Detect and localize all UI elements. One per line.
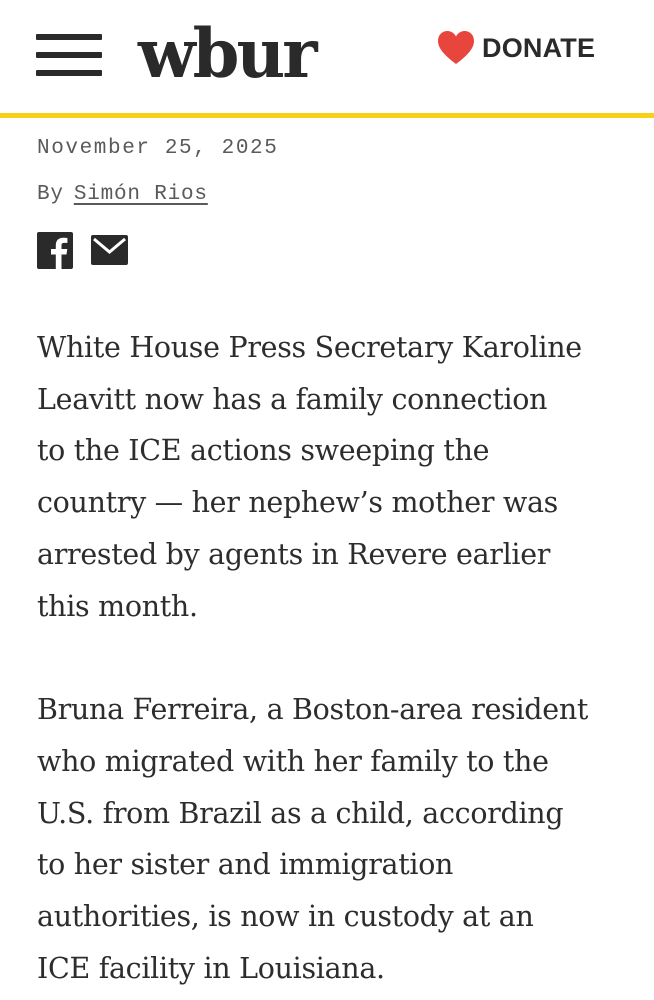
article-byline: [37, 183, 208, 206]
paragraph-line: U.S. from Brazil as a child, according: [37, 796, 564, 830]
email-envelope-icon[interactable]: [91, 235, 128, 265]
paragraph-line: to the ICE actions sweeping the: [37, 434, 490, 468]
paragraph-line: country — her nephew’s mother was: [37, 486, 559, 520]
paragraph-2: [37, 684, 637, 994]
menu-bar-middle: [36, 52, 102, 58]
article-date: November 25, 2025: [37, 137, 279, 160]
paragraph-1: [37, 322, 637, 632]
facebook-f-glyph: [37, 232, 73, 269]
heart-icon: [438, 31, 474, 65]
menu-bar-bottom: [36, 70, 102, 76]
paragraph-line: ICE facility in Louisiana.: [37, 951, 385, 985]
facebook-icon[interactable]: [37, 232, 73, 269]
paragraph-line: Bruna Ferreira, a Boston-area resident: [37, 693, 589, 727]
paragraph-line: Leavitt now has a family connection: [37, 382, 548, 416]
wbur-logo[interactable]: wbur: [138, 14, 315, 93]
share-bar: [37, 231, 128, 269]
donate-button[interactable]: [438, 30, 595, 66]
paragraph-line: who migrated with her family to the: [37, 744, 549, 778]
header-accent-rule: [0, 113, 654, 118]
article-body: [37, 322, 637, 1000]
paragraph-line: to her sister and immigration: [37, 848, 454, 882]
donate-label: DONATE: [482, 32, 596, 63]
paragraph-line: arrested by agents in Revere earlier: [37, 537, 551, 571]
author-link[interactable]: Simón Rios: [73, 183, 208, 206]
paragraph-line: White House Press Secretary Karoline: [37, 331, 582, 364]
menu-bar-top: [36, 34, 102, 40]
site-header: [0, 0, 654, 116]
paragraph-line: this month.: [37, 589, 198, 623]
byline-prefix: By: [37, 183, 64, 206]
paragraph-line: authorities, is now in custody at an: [37, 900, 534, 934]
hamburger-menu-icon[interactable]: [36, 31, 102, 79]
